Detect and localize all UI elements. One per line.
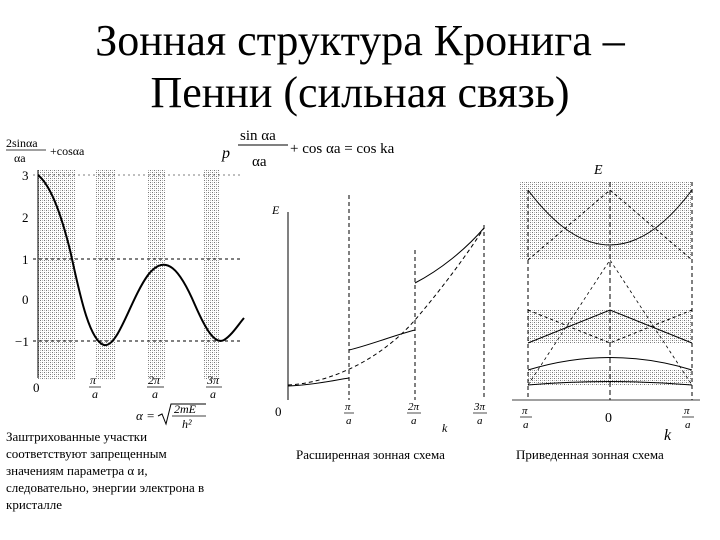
x-tick-pi-den: a <box>92 387 98 401</box>
slide-title-line-2: Пенни (сильная связь) <box>150 68 570 117</box>
fn-rest: +cosαa <box>50 144 85 158</box>
svg-text:α =: α = <box>136 408 155 423</box>
x-tick-0: 0 <box>33 380 40 395</box>
svg-text:a: a <box>523 419 529 431</box>
y-tick-2: 2 <box>22 210 29 225</box>
alpha-formula <box>136 402 206 431</box>
x-tick-pi-num: π <box>90 373 97 387</box>
y-tick-3: 3 <box>22 168 29 183</box>
left-plot <box>6 136 244 431</box>
svg-text:a: a <box>411 415 417 427</box>
ext-x-zero: 0 <box>275 404 282 419</box>
x-tick-3pi-num: 3π <box>207 373 220 387</box>
y-tick-1: 1 <box>22 252 29 267</box>
red-axis-k: k <box>664 427 672 444</box>
left-caption-line: соответствуют запрещенным <box>6 446 167 461</box>
svg-text:π: π <box>684 405 690 417</box>
svg-text:π: π <box>345 401 351 413</box>
svg-text:h²: h² <box>182 417 192 431</box>
svg-text:3π: 3π <box>474 401 486 413</box>
svg-text:π: π <box>522 405 528 417</box>
kronig-penney-equation <box>221 128 395 170</box>
y-tick-minus-1: −1 <box>15 334 29 349</box>
left-caption-line: Заштрихованные участки <box>6 429 148 444</box>
band-3 <box>415 228 484 283</box>
fn-denominator: αa <box>14 151 26 165</box>
formula-p: p <box>222 145 230 162</box>
formula-denominator: αa <box>252 154 267 170</box>
svg-text:a: a <box>685 419 691 431</box>
left-caption-line: кристалле <box>6 497 63 512</box>
left-caption-line: следовательно, энергии электрона в <box>6 480 205 495</box>
svg-text:2π: 2π <box>408 401 420 413</box>
fn-numerator: 2sinαa <box>6 136 38 150</box>
forbidden-band-1 <box>38 170 76 380</box>
svg-text:a: a <box>346 415 352 427</box>
slide-title-line-1: Зонная структура Кронига – <box>95 16 625 65</box>
x-tick-3pi-den: a <box>210 387 216 401</box>
left-caption <box>6 428 266 513</box>
band-2 <box>349 330 415 350</box>
formula-numerator: sin αa <box>240 128 276 144</box>
extended-zone-plot <box>271 195 487 435</box>
red-axis-e: E <box>594 163 603 178</box>
y-tick-0: 0 <box>22 292 29 307</box>
free-electron-parabola <box>288 228 484 385</box>
extended-scheme-caption: Расширенная зонная схема <box>296 447 445 462</box>
band-1 <box>288 378 349 386</box>
svg-text:a: a <box>477 415 483 427</box>
formula-rhs: + cos αa = cos ka <box>290 141 395 157</box>
forbidden-band-3 <box>148 170 165 380</box>
left-caption-line: значениям параметра α и, <box>6 463 148 478</box>
red-x-zero: 0 <box>605 411 612 426</box>
axis-e-label: E <box>272 203 280 217</box>
ext-axis-k: k <box>442 421 448 435</box>
svg-text:2mE: 2mE <box>174 402 196 416</box>
reduced-zone-plot <box>512 163 700 444</box>
forbidden-band-4 <box>203 170 220 380</box>
reduced-scheme-caption: Приведенная зонная схема <box>516 447 664 462</box>
x-tick-2pi-den: a <box>152 387 158 401</box>
x-tick-2pi-num: 2π <box>148 373 161 387</box>
forbidden-band-2 <box>96 170 115 380</box>
